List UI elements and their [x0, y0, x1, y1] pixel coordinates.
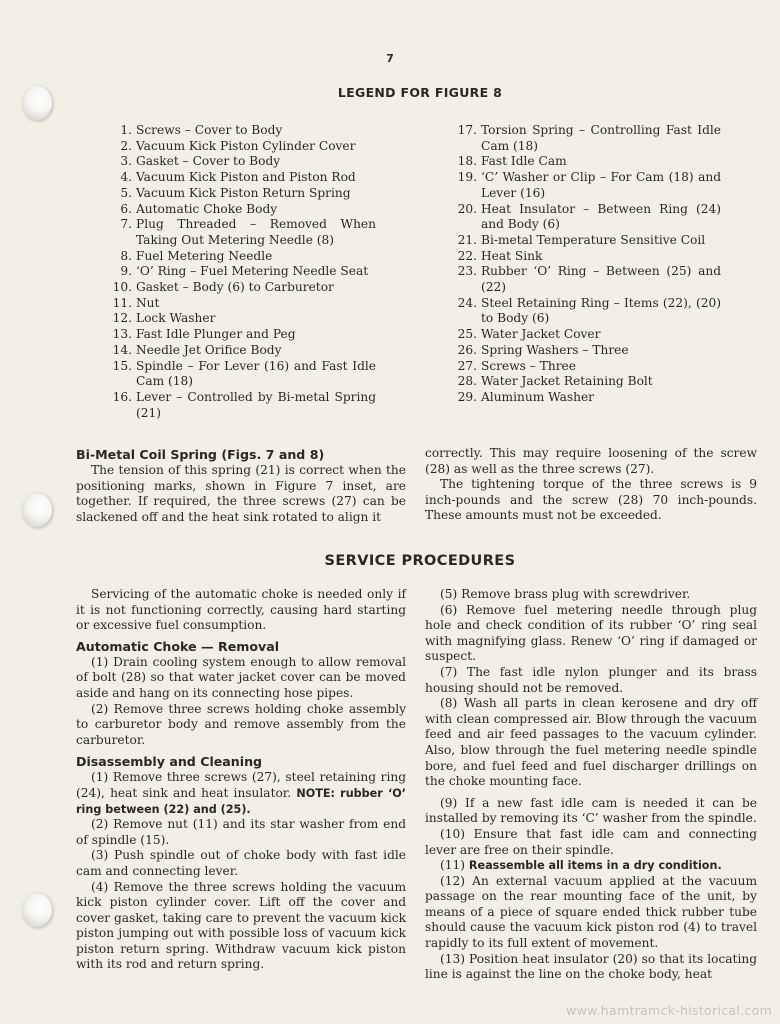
- disassembly-step-3: (3) Push spindle out of choke body with fast idle cam and connecting lever.: [76, 848, 406, 878]
- legend-item: [449, 233, 721, 249]
- legend-item-number: 23.: [457, 264, 477, 279]
- legend-item-number: 11.: [112, 295, 132, 310]
- legend-item-text: Fuel Metering Needle: [136, 248, 273, 263]
- disassembly-heading: Disassembly and Cleaning: [76, 754, 263, 770]
- legend-item: [104, 123, 376, 139]
- legend-item-text: Gasket – Cover to Body: [136, 154, 281, 169]
- disassembly-step-13: (13) Position heat insulator (20) so that its locating line is against the line on the choke body, heat: [425, 951, 757, 982]
- legend-item-number: 24.: [457, 295, 477, 310]
- bimetal-paragraph-2: correctly. This may require loosening of the screw (28) as well as the three screws (27).: [425, 446, 757, 476]
- legend-item: [104, 280, 376, 296]
- legend-item: [449, 343, 721, 359]
- legend-item: [449, 390, 721, 406]
- legend-item-number: 28.: [457, 374, 477, 389]
- legend-item: [449, 264, 721, 295]
- legend-item-number: 8.: [120, 248, 132, 263]
- legend-item: [104, 202, 376, 218]
- service-left-column: [76, 587, 406, 973]
- bimetal-left-column: [76, 446, 406, 525]
- legend-item-text: Vacuum Kick Piston and Piston Rod: [136, 170, 356, 185]
- disassembly-step-1-text: (1) Remove three screws (27), steel retaining ring (24), heat sink and heat insulator.: [76, 770, 406, 800]
- legend-item: [104, 217, 376, 248]
- legend-item: [449, 296, 721, 327]
- legend-item-text: Rubber ‘O’ Ring – Between (25) and (22): [481, 264, 721, 295]
- legend-item-text: Bi-metal Temperature Sensitive Coil: [481, 232, 706, 247]
- legend-item-text: Needle Jet Orifice Body: [136, 342, 282, 357]
- legend-item-text: Steel Retaining Ring – Items (22), (20) to Body (6): [481, 295, 721, 326]
- disassembly-step-1: [76, 770, 406, 817]
- disassembly-note: NOTE: rubber ‘O’ ring between (22) and (25).: [76, 786, 406, 816]
- legend-item-text: Fast Idle Plunger and Peg: [136, 327, 296, 342]
- disassembly-step-12: (12) An external vacuum applied at the vacuum passage on the rear mounting face of the unit, by means of a piece of square ended thick rubber tube should cause the vacuum kick piston rod (4) to travel rapidly to its full extent of movement.: [425, 873, 757, 951]
- disassembly-step-9: (9) If a new fast idle cam is needed it can be installed by removing its ‘C’ washer from the spindle.: [425, 795, 757, 826]
- legend-item-text: Lock Washer: [136, 311, 216, 326]
- legend-title: LEGEND FOR FIGURE 8: [337, 85, 503, 100]
- service-intro: Servicing of the automatic choke is needed only if it is not functioning correctly, causing hard starting or excessive fuel consumption.: [76, 587, 406, 633]
- legend-item: [104, 390, 376, 421]
- legend-item-text: Lever – Controlled by Bi-metal Spring (21): [136, 389, 376, 420]
- legend-item: [449, 170, 721, 201]
- watermark: www.hamtramck-historical.com: [566, 1003, 772, 1018]
- service-right-column: [425, 587, 757, 983]
- removal-heading: Automatic Choke — Removal: [76, 638, 280, 654]
- legend-item-number: 6.: [120, 201, 132, 216]
- legend-item: [104, 359, 376, 390]
- bimetal-paragraph-1: The tension of this spring (21) is correct when the positioning marks, shown in Figure 7 inset, are together. If required, the three screws (27) can be slackened off and the heat sink rotated to align it: [76, 463, 406, 524]
- legend-item-text: Water Jacket Retaining Bolt: [481, 374, 653, 389]
- legend-item-number: 27.: [457, 358, 477, 373]
- legend-item: [449, 249, 721, 265]
- legend-item-text: Spindle – For Lever (16) and Fast Idle Cam (18): [136, 358, 376, 389]
- binder-hole-bottom: [22, 893, 52, 927]
- legend-item: [104, 327, 376, 343]
- legend-item: [104, 139, 376, 155]
- legend-item: [104, 296, 376, 312]
- legend-item: [104, 249, 376, 265]
- legend-item-text: Plug Threaded – Removed When Taking Out Metering Needle (8): [136, 217, 376, 247]
- legend-item-text: Heat Sink: [481, 248, 543, 263]
- legend-item-text: ‘O’ Ring – Fuel Metering Needle Seat: [136, 264, 369, 279]
- legend-item-number: 14.: [112, 342, 132, 357]
- disassembly-step-4: (4) Remove the three screws holding the vacuum kick piston cylinder cover. Lift off the cover and cover gasket, taking care to prevent the vacuum kick piston jumping out with possible loss of vacuum kick piston return spring. Withdraw vacuum kick piston with its rod and return spring.: [76, 879, 406, 972]
- bimetal-heading: Bi-Metal Coil Spring (Figs. 7 and 8): [76, 447, 325, 462]
- legend-item-text: Automatic Choke Body: [136, 201, 278, 216]
- removal-step-2: (2) Remove three screws holding choke assembly to carburetor body and remove assembly from the carburetor.: [76, 701, 406, 747]
- legend-item: [104, 186, 376, 202]
- disassembly-step-5: (5) Remove brass plug with screwdriver.: [440, 587, 691, 601]
- legend-item-text: Water Jacket Cover: [481, 327, 601, 342]
- legend-item-text: Screws – Cover to Body: [136, 123, 283, 137]
- legend-item-number: 13.: [112, 327, 132, 342]
- disassembly-step-7: (7) The fast idle nylon plunger and its brass housing should not be removed.: [425, 664, 757, 695]
- legend-item: [104, 170, 376, 186]
- legend-item-text: Vacuum Kick Piston Return Spring: [136, 185, 351, 200]
- legend-item: [104, 154, 376, 170]
- legend-item-text: Nut: [136, 295, 160, 310]
- legend-item: [449, 327, 721, 343]
- legend-item-number: 26.: [457, 342, 477, 357]
- legend-item: [449, 374, 721, 390]
- legend-item-number: 5.: [120, 185, 132, 200]
- legend-left-column: [104, 123, 376, 421]
- legend-item-number: 16.: [112, 389, 132, 404]
- legend-item-number: 2.: [120, 138, 132, 153]
- disassembly-step-6: (6) Remove fuel metering needle through plug hole and check condition of its rubber ‘O’ ring seal with magnifying glass. Renew ‘O’ ring if damaged or suspect.: [425, 602, 757, 664]
- legend-item: [104, 343, 376, 359]
- legend-item: [449, 154, 721, 170]
- binder-hole-middle: [22, 493, 52, 527]
- bimetal-paragraph-3: The tightening torque of the three screws is 9 inch-pounds and the screw (28) 70 inch-pounds. These amounts must not be exceeded.: [425, 477, 757, 523]
- legend-item-text: Torsion Spring – Controlling Fast Idle Cam (18): [481, 123, 721, 153]
- legend-item-number: 21.: [457, 232, 477, 247]
- legend-item: [449, 202, 721, 233]
- legend-item-number: 7.: [120, 217, 132, 232]
- legend-item: [449, 359, 721, 375]
- legend-item-number: 25.: [457, 327, 477, 342]
- legend-item-number: 3.: [120, 154, 132, 169]
- legend-right-column: [449, 123, 721, 406]
- legend-item-number: 19.: [457, 170, 477, 185]
- legend-item-number: 29.: [457, 389, 477, 404]
- legend-item-text: Fast Idle Cam: [481, 154, 567, 169]
- disassembly-step-11-number: (11): [440, 858, 466, 873]
- disassembly-step-10: (10) Ensure that fast idle cam and connecting lever are free on their spindle.: [425, 826, 757, 857]
- legend-item-number: 18.: [457, 154, 477, 169]
- legend-item-number: 17.: [457, 123, 477, 137]
- legend-item-number: 15.: [112, 358, 132, 373]
- legend-item-number: 9.: [120, 264, 132, 279]
- bimetal-right-column: [425, 446, 757, 524]
- legend-item: [449, 123, 721, 154]
- legend-item-number: 4.: [120, 170, 132, 185]
- legend-item-number: 20.: [457, 201, 477, 216]
- legend-item: [104, 311, 376, 327]
- legend-item-number: 10.: [112, 280, 132, 295]
- legend-item-number: 1.: [120, 123, 132, 137]
- removal-step-1: (1) Drain cooling system enough to allow removal of bolt (28) so that water jacket cover can be moved aside and hang on its connecting hose pipes.: [76, 654, 406, 700]
- legend-item-text: Gasket – Body (6) to Carburetor: [136, 280, 334, 295]
- page-number: 7: [386, 52, 394, 65]
- disassembly-step-11: [425, 858, 757, 874]
- disassembly-step-8: (8) Wash all parts in clean kerosene and dry off with clean compressed air. Blow through the vacuum feed and air feed passages to the vacuum cylinder. Also, blow through the fuel metering needle spindle bore, and fuel feed and fuel discharger drillings on the choke mounting face.: [425, 696, 757, 789]
- disassembly-step-2: (2) Remove nut (11) and its star washer from end of spindle (15).: [76, 817, 406, 847]
- legend-item-text: ‘C’ Washer or Clip – For Cam (18) and Lever (16): [481, 170, 721, 200]
- legend-item-text: Spring Washers – Three: [481, 342, 629, 357]
- legend-item-text: Vacuum Kick Piston Cylinder Cover: [136, 138, 356, 153]
- legend-item-text: Screws – Three: [481, 358, 576, 373]
- legend-item-text: Heat Insulator – Between Ring (24) and Body (6): [481, 201, 721, 232]
- legend-item-text: Aluminum Washer: [481, 389, 595, 404]
- legend-item-number: 12.: [112, 311, 132, 326]
- disassembly-step-11-text: Reassemble all items in a dry condition.: [468, 859, 722, 873]
- service-procedures-title: SERVICE PROCEDURES: [324, 553, 516, 569]
- legend-item: [104, 264, 376, 280]
- legend-item-number: 22.: [457, 248, 477, 263]
